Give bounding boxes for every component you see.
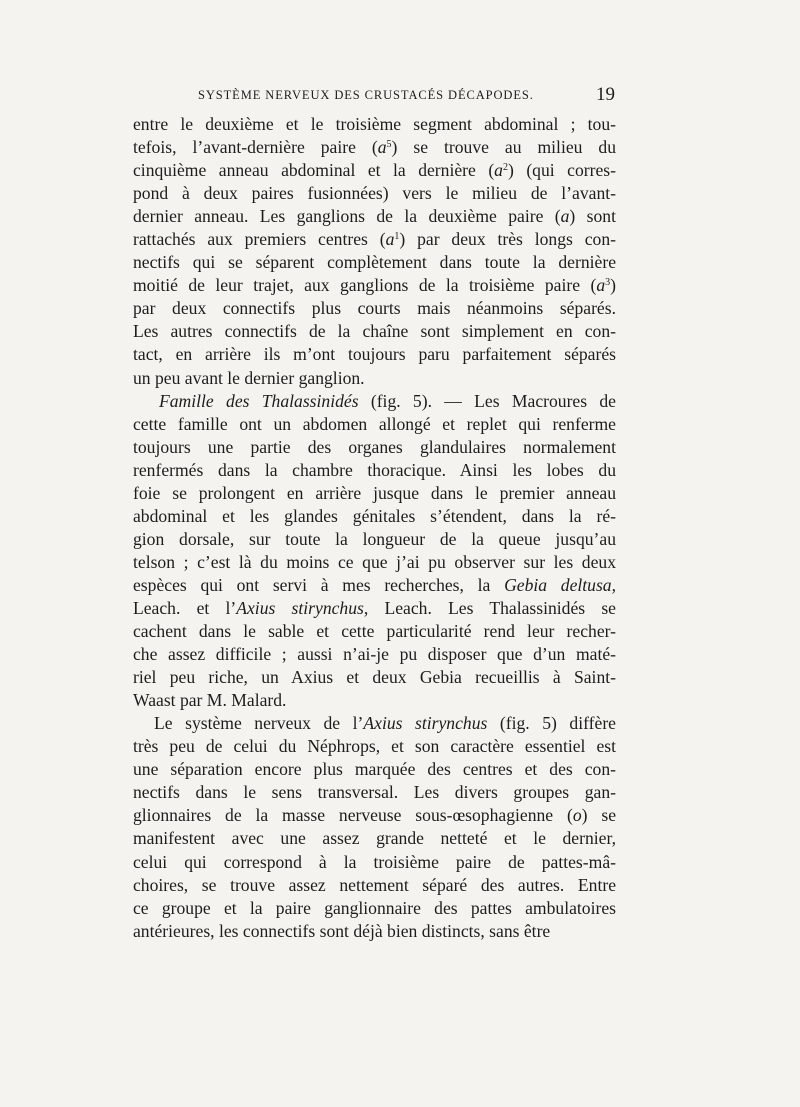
- text-run: glionnaires de la masse nerveuse sous-œsophagienne (: [133, 805, 573, 826]
- text-line: [133, 113, 616, 136]
- text-line: [133, 413, 616, 436]
- text-line: [133, 436, 616, 459]
- text-run: Les autres connectifs de la chaîne sont simplement en con-: [133, 321, 616, 342]
- text-run: entre le deuxième et le troisième segment abdominal ; tou-: [133, 114, 616, 134]
- text-run: par deux connectifs plus courts mais néanmoins séparés.: [133, 298, 616, 319]
- text-run: nectifs dans le sens transversal. Les divers groupes gan-: [133, 782, 616, 803]
- text-line: [133, 897, 616, 920]
- text-run: ): [610, 275, 616, 296]
- text-run: une séparation encore plus marquée des centres et des con-: [133, 759, 616, 780]
- text-run: (fig. 5) diffère: [487, 713, 616, 734]
- text-line: [133, 228, 616, 251]
- italic-text: a: [377, 137, 387, 158]
- italic-text: Axius stirynchus: [363, 713, 488, 734]
- text-line: [133, 528, 616, 551]
- text-line: [133, 551, 616, 574]
- superscript: 3: [605, 277, 611, 289]
- text-line: [133, 136, 616, 159]
- italic-text: a: [560, 206, 570, 227]
- text-run: manifestent avec une assez grande netteté et le dernier,: [133, 828, 616, 849]
- superscript: 2: [502, 162, 508, 174]
- text-line: [133, 597, 616, 620]
- text-line: [133, 827, 616, 850]
- text-line: [133, 712, 616, 735]
- text-run: espèces qui ont servi à mes recherches, la: [133, 574, 505, 595]
- text-line: [133, 182, 616, 205]
- running-title: SYSTÈME NERVEUX DES CRUSTACÉS DÉCAPODES.: [198, 88, 534, 102]
- text-run: (fig. 5). — Les Macroures de: [358, 390, 616, 411]
- text-run: telson ; c’est là du moins ce que j’ai pu observer sur les deux: [133, 551, 616, 572]
- text-run: foie se prolongent en arrière jusque dans le premier anneau: [133, 482, 616, 503]
- text-line: [133, 205, 616, 228]
- italic-text: a: [494, 160, 503, 181]
- italic-text: Famille des Thalassinidés: [159, 390, 359, 411]
- text-run: dernier anneau. Les ganglions de la deuxième paire (: [133, 206, 561, 227]
- text-line: [133, 505, 616, 528]
- text-run: un peu avant le dernier ganglion.: [133, 367, 365, 388]
- text-line: [133, 874, 616, 897]
- text-run: , Leach. Les Thalassinidés se: [363, 597, 616, 618]
- text-run: riel peu riche, un Axius et deux Gebia recueillis à Saint-: [133, 667, 616, 688]
- text-line: [133, 643, 616, 666]
- text-line: [133, 689, 616, 712]
- text-line: [133, 320, 616, 343]
- text-run: antérieures, les connectifs sont déjà bien distincts, sans être: [133, 920, 551, 941]
- italic-text: o: [572, 805, 582, 826]
- text-line: [133, 804, 616, 827]
- text-run: moitié de leur trajet, aux ganglions de la troisième paire (: [133, 275, 597, 296]
- text-line: [133, 620, 616, 643]
- superscript: 1: [394, 231, 400, 243]
- text-run: pond à deux paires fusionnées) vers le milieu de l’avant-: [133, 183, 616, 204]
- text-run: Leach. et l’: [133, 597, 237, 618]
- text-run: celui qui correspond à la troisième paire de pattes-mâ-: [133, 851, 616, 872]
- text-run: ) se: [581, 805, 617, 826]
- text-run: ) par deux très longs con-: [399, 229, 616, 250]
- text-run: Waast par M. Malard.: [133, 690, 287, 711]
- text-line: [133, 274, 616, 297]
- text-line: [133, 781, 616, 804]
- text-run: renfermés dans la chambre thoracique. Ainsi les lobes du: [133, 459, 616, 480]
- text-run: ) se trouve au milieu du: [391, 137, 616, 158]
- text-line: [133, 459, 616, 482]
- text-line: [133, 920, 616, 943]
- page-number: 19: [596, 84, 615, 105]
- italic-text: a: [596, 275, 606, 296]
- superscript: 5: [386, 139, 392, 151]
- text-run: gion dorsale, sur toute la longueur de la queue jusqu’au: [133, 528, 616, 549]
- text-run: choires, se trouve assez nettement séparé des autres. Entre: [133, 874, 616, 895]
- text-run: rattachés aux premiers centres (: [133, 229, 386, 250]
- text-line: [133, 851, 616, 874]
- text-run: toujours une partie des organes glandulaires normalement: [133, 436, 616, 457]
- italic-text: Axius stirynchus: [236, 597, 364, 618]
- text-run: Le système nerveux de l’: [154, 713, 364, 734]
- text-run: nectifs qui se séparent complètement dans toute la dernière: [133, 252, 616, 273]
- text-line: [133, 367, 616, 390]
- text-line: [133, 482, 616, 505]
- text-run: abdominal et les glandes génitales s’étendent, dans la ré-: [133, 505, 616, 526]
- text-line: [133, 666, 616, 689]
- text-run: ce groupe et la paire ganglionnaire des pattes ambulatoires: [133, 897, 616, 918]
- text-run: cinquième anneau abdominal et la dernière (: [133, 160, 495, 181]
- text-line: [133, 159, 616, 182]
- text-run: cachent dans le sable et cette particularité rend leur recher-: [133, 621, 616, 642]
- body-text: [133, 113, 616, 943]
- text-line: [133, 251, 616, 274]
- text-run: cette famille ont un abdomen allongé et replet qui renferme: [133, 413, 616, 434]
- text-line: [133, 343, 616, 366]
- text-run: tact, en arrière ils m’ont toujours paru parfaitement séparés: [133, 344, 616, 365]
- text-run: tefois, l’avant-dernière paire (: [133, 137, 378, 158]
- italic-text: Gebia deltusa,: [504, 574, 616, 595]
- text-run: ) sont: [569, 206, 616, 227]
- text-line: [133, 390, 616, 413]
- text-run: ) (qui corres-: [507, 160, 616, 181]
- text-run: très peu de celui du Néphrops, et son caractère essentiel est: [133, 736, 616, 757]
- text-line: [133, 758, 616, 781]
- text-line: [133, 297, 616, 320]
- text-line: [133, 735, 616, 758]
- text-run: che assez difficile ; aussi n’ai-je pu disposer que d’un maté-: [133, 644, 616, 665]
- text-line: [133, 574, 616, 597]
- italic-text: a: [385, 229, 395, 250]
- running-head: [0, 84, 800, 108]
